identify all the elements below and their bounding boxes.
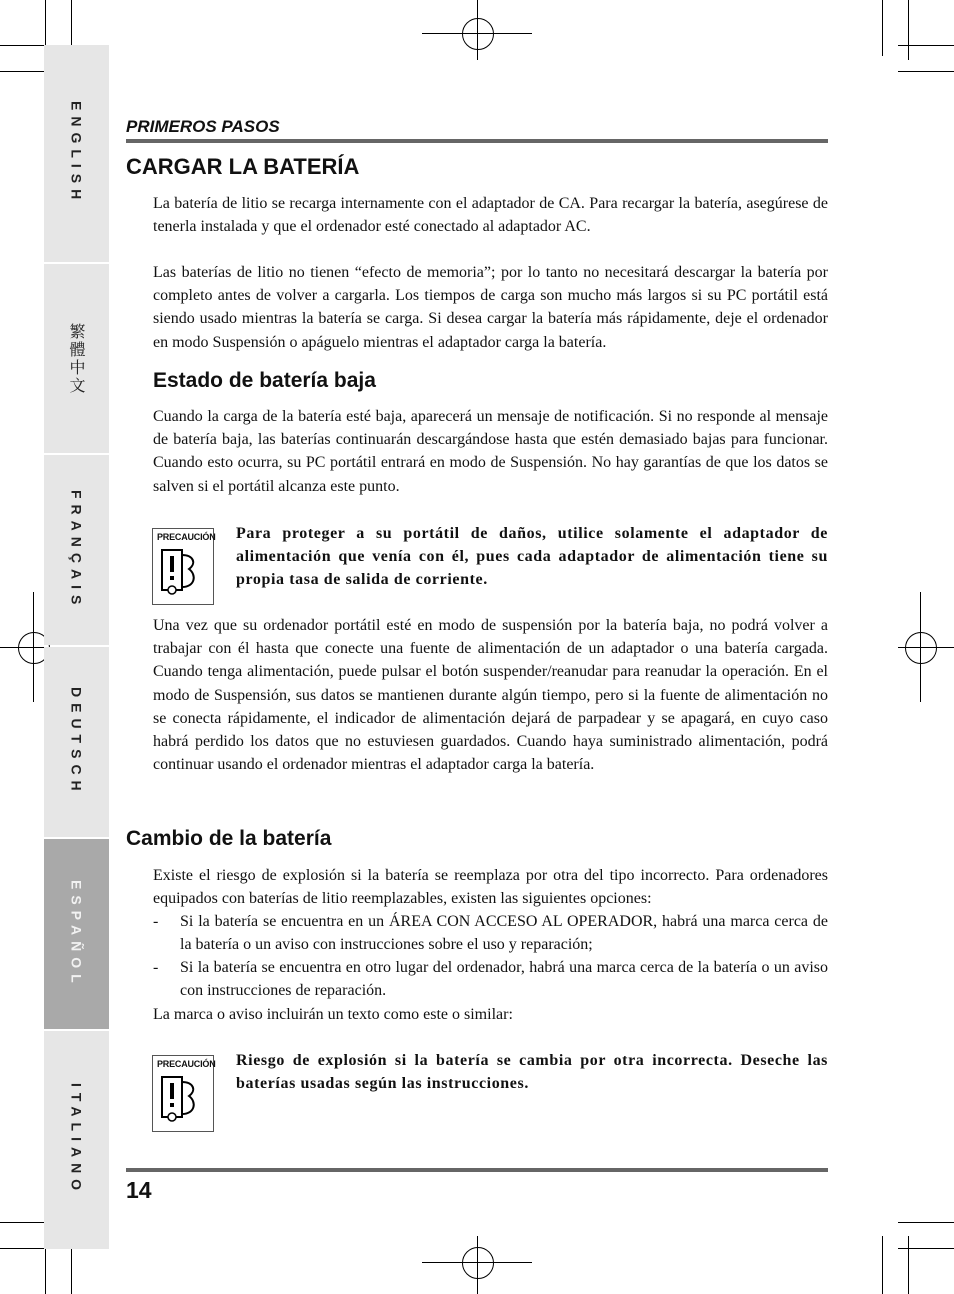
caution-label: PRECAUCIÓN — [157, 532, 216, 542]
caution-icon — [159, 547, 207, 599]
footer-rule — [126, 1168, 828, 1172]
bullet-dash: - — [153, 913, 159, 930]
intro-paragraph: Las baterías de litio no tienen “efecto de memoria”; por lo tanto no necesitará descargar la batería por completo antes de volver a cargarla. Los tiempos de carga son mucho más largos si su PC portátil está siendo usado mientras la batería se carga. Si desea cargar la batería más rápidamente, deje el ordenador en modo Suspensión o apáguelo mientras el adaptador carga la batería. — [153, 264, 828, 351]
caution-box — [152, 1055, 214, 1132]
tab-label: ESPAÑOL — [68, 879, 85, 989]
section-header: PRIMEROS PASOS — [126, 117, 280, 136]
tab-french[interactable] — [44, 455, 109, 645]
tab-italian[interactable] — [44, 1031, 109, 1249]
tab-chinese[interactable] — [44, 264, 109, 453]
page-title: CARGAR LA BATERÍA — [126, 154, 360, 179]
tab-label: ITALIANO — [68, 1083, 85, 1197]
tab-english[interactable] — [44, 45, 109, 262]
tab-label: DEUTSCH — [68, 687, 85, 797]
replace-paragraph: Existe el riesgo de explosión si la batería se reemplaza por otra del tipo incorrecto. Para ordenadores equipados con baterías de litio reemplazables, existen las siguientes opciones: — [153, 867, 828, 908]
tab-spanish[interactable] — [44, 839, 109, 1029]
bullet-text: Si la batería se encuentra en otro lugar del ordenador, habrá una marca cerca de la batería o un aviso con instrucciones de reparación. — [180, 959, 828, 1000]
language-sidebar — [44, 45, 109, 1249]
tab-german[interactable] — [44, 647, 109, 837]
caution-label: PRECAUCIÓN — [157, 1059, 216, 1069]
caution-icon — [159, 1074, 207, 1126]
low-battery-heading: Estado de batería baja — [153, 369, 376, 392]
page-number: 14 — [126, 1177, 152, 1203]
replace-battery-heading: Cambio de la batería — [126, 827, 332, 850]
list-item — [153, 910, 828, 956]
tab-label: ENGLISH — [68, 101, 85, 206]
list-item — [153, 956, 828, 1002]
replace-closing: La marca o aviso incluirán un texto como este o similar: — [153, 1006, 513, 1023]
low-battery-paragraph-2: Una vez que su ordenador portátil esté en modo de suspensión por la batería baja, no podrá volver a trabajar con él hasta que conecte una fuente de alimentación de un adaptador o una batería cargada. Cuando tenga alimentación, puede pulsar el botón suspender/reanudar para reanudar la operación. En el modo de Suspensión, sus datos se mantienen durante algún tiempo, pero si la fuente de alimentación no se conecta rápidamente, el indicador de alimentación dejará de parpadear y se apagará, en cuyo caso habrá perdido los datos que no estuviesen guardados. Cuando haya suministrado alimentación, podrá continuar usando el ordenador mientras el adaptador carga la batería. — [153, 617, 828, 774]
header-rule — [126, 139, 828, 143]
caution-text: Riesgo de explosión si la batería se cambia por otra incorrecta. Deseche las baterías usadas según las instrucciones. — [236, 1052, 828, 1093]
bullet-text: Si la batería se encuentra en un ÁREA CON ACCESO AL OPERADOR, habrá una marca cerca de la batería o un aviso con instrucciones sobre el uso y reparación; — [180, 913, 828, 954]
tab-label: 繁體中文 — [67, 322, 86, 395]
low-battery-paragraph: Cuando la carga de la batería esté baja, aparecerá un mensaje de notificación. Si no responde al mensaje de batería baja, las baterías continuarán descargándose hasta que estén demasiado bajas para funcionar. Cuando esto ocurra, su PC portátil entrará en modo de Suspensión. No hay garantías de que los datos se salven si el portátil alcanza este punto. — [153, 408, 828, 495]
bullet-dash: - — [153, 959, 159, 976]
intro-paragraph: La batería de litio se recarga internamente con el adaptador de CA. Para recargar la batería, asegúrese de tenerla instalada y que el ordenador esté conectado al adaptador AC. — [153, 195, 828, 236]
caution-box — [152, 528, 214, 605]
tab-label: FRANÇAIS — [68, 489, 85, 611]
caution-text: Para proteger a su portátil de daños, utilice solamente el adaptador de alimentación que venía con él, pues cada adaptador de alimentación tiene su propia tasa de salida de corriente. — [236, 525, 828, 589]
